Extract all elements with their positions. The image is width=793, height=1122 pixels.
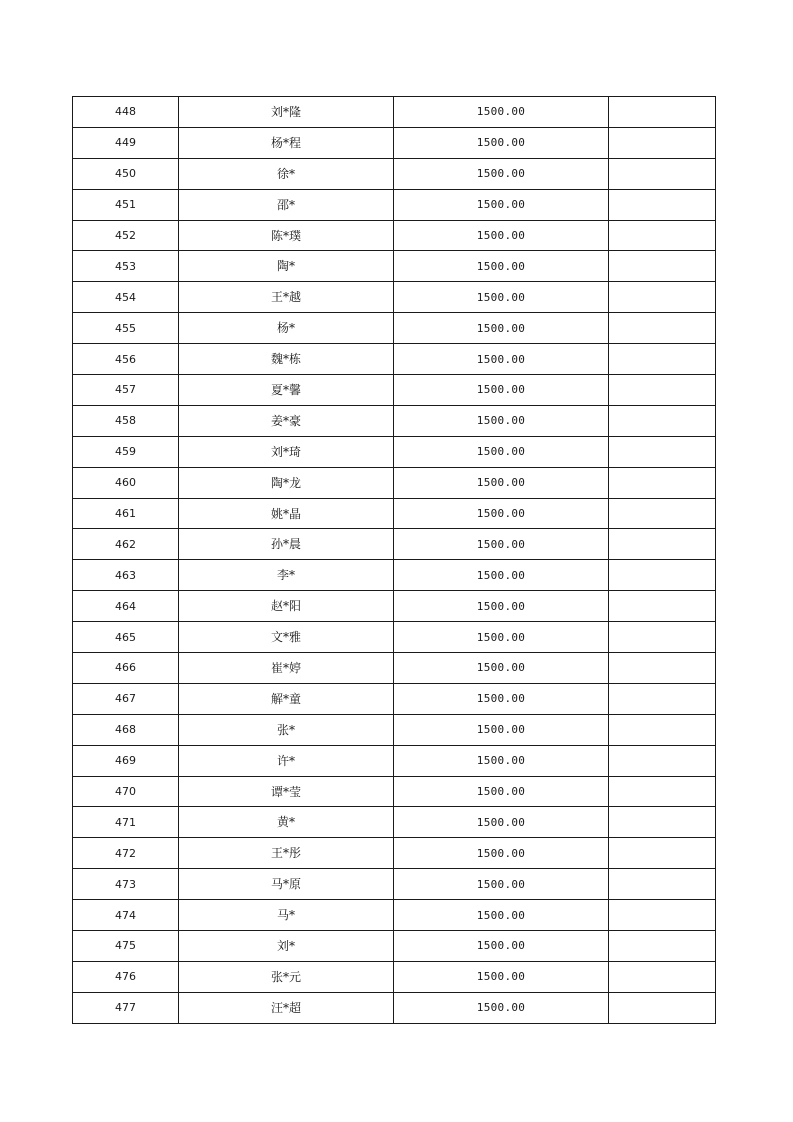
row-name-cell: 张*元 (179, 961, 394, 992)
row-amount-cell: 1500.00 (394, 714, 609, 745)
row-amount-cell: 1500.00 (394, 220, 609, 251)
row-index-cell: 462 (73, 529, 179, 560)
row-note-cell (609, 375, 716, 406)
row-index-cell: 455 (73, 313, 179, 344)
row-amount-cell: 1500.00 (394, 282, 609, 313)
row-note-cell (609, 313, 716, 344)
row-index-cell: 448 (73, 97, 179, 128)
table-row (73, 498, 716, 529)
table-row (73, 436, 716, 467)
row-index-cell: 460 (73, 467, 179, 498)
row-name-cell: 刘*隆 (179, 97, 394, 128)
row-name-cell: 王*彤 (179, 838, 394, 869)
row-index-cell: 474 (73, 900, 179, 931)
row-amount-cell: 1500.00 (394, 405, 609, 436)
row-amount-cell: 1500.00 (394, 127, 609, 158)
table-row (73, 622, 716, 653)
row-amount-cell: 1500.00 (394, 900, 609, 931)
row-index-cell: 470 (73, 776, 179, 807)
row-name-cell: 刘*琦 (179, 436, 394, 467)
row-note-cell (609, 467, 716, 498)
row-amount-cell: 1500.00 (394, 251, 609, 282)
row-index-cell: 449 (73, 127, 179, 158)
table-row (73, 776, 716, 807)
row-note-cell (609, 436, 716, 467)
row-index-cell: 456 (73, 344, 179, 375)
row-note-cell (609, 714, 716, 745)
row-index-cell: 467 (73, 683, 179, 714)
row-amount-cell: 1500.00 (394, 313, 609, 344)
row-amount-cell: 1500.00 (394, 158, 609, 189)
row-note-cell (609, 869, 716, 900)
table-row (73, 683, 716, 714)
row-amount-cell: 1500.00 (394, 838, 609, 869)
row-name-cell: 张* (179, 714, 394, 745)
row-amount-cell: 1500.00 (394, 776, 609, 807)
row-note-cell (609, 931, 716, 962)
table-row (73, 158, 716, 189)
row-note-cell (609, 591, 716, 622)
row-note-cell (609, 220, 716, 251)
table-row (73, 591, 716, 622)
table-row (73, 931, 716, 962)
row-note-cell (609, 900, 716, 931)
row-name-cell: 杨* (179, 313, 394, 344)
row-amount-cell: 1500.00 (394, 467, 609, 498)
table-row (73, 807, 716, 838)
row-name-cell: 孙*晨 (179, 529, 394, 560)
row-index-cell: 458 (73, 405, 179, 436)
row-note-cell (609, 127, 716, 158)
row-index-cell: 457 (73, 375, 179, 406)
row-index-cell: 476 (73, 961, 179, 992)
row-note-cell (609, 622, 716, 653)
payment-table-body (73, 97, 716, 1024)
table-row (73, 405, 716, 436)
row-index-cell: 465 (73, 622, 179, 653)
row-index-cell: 471 (73, 807, 179, 838)
row-amount-cell: 1500.00 (394, 375, 609, 406)
table-row (73, 282, 716, 313)
row-note-cell (609, 251, 716, 282)
row-name-cell: 刘* (179, 931, 394, 962)
table-row (73, 560, 716, 591)
row-name-cell: 王*越 (179, 282, 394, 313)
row-index-cell: 453 (73, 251, 179, 282)
row-note-cell (609, 961, 716, 992)
row-note-cell (609, 560, 716, 591)
row-name-cell: 谭*莹 (179, 776, 394, 807)
table-row (73, 344, 716, 375)
row-index-cell: 466 (73, 653, 179, 684)
row-name-cell: 解*童 (179, 683, 394, 714)
row-name-cell: 文*雅 (179, 622, 394, 653)
row-amount-cell: 1500.00 (394, 529, 609, 560)
row-note-cell (609, 158, 716, 189)
row-amount-cell: 1500.00 (394, 807, 609, 838)
table-row (73, 189, 716, 220)
row-index-cell: 472 (73, 838, 179, 869)
row-index-cell: 454 (73, 282, 179, 313)
payment-table (72, 96, 716, 1024)
row-note-cell (609, 344, 716, 375)
row-amount-cell: 1500.00 (394, 560, 609, 591)
row-note-cell (609, 838, 716, 869)
row-amount-cell: 1500.00 (394, 622, 609, 653)
row-amount-cell: 1500.00 (394, 653, 609, 684)
row-name-cell: 杨*程 (179, 127, 394, 158)
row-amount-cell: 1500.00 (394, 498, 609, 529)
row-amount-cell: 1500.00 (394, 869, 609, 900)
row-name-cell: 李* (179, 560, 394, 591)
row-index-cell: 450 (73, 158, 179, 189)
row-index-cell: 468 (73, 714, 179, 745)
row-amount-cell: 1500.00 (394, 344, 609, 375)
table-row (73, 838, 716, 869)
row-name-cell: 邵* (179, 189, 394, 220)
row-amount-cell: 1500.00 (394, 97, 609, 128)
table-row (73, 375, 716, 406)
table-row (73, 714, 716, 745)
row-amount-cell: 1500.00 (394, 931, 609, 962)
row-name-cell: 崔*婷 (179, 653, 394, 684)
row-name-cell: 黄* (179, 807, 394, 838)
row-index-cell: 461 (73, 498, 179, 529)
row-name-cell: 陶* (179, 251, 394, 282)
row-note-cell (609, 189, 716, 220)
row-index-cell: 452 (73, 220, 179, 251)
row-name-cell: 许* (179, 745, 394, 776)
row-amount-cell: 1500.00 (394, 591, 609, 622)
row-note-cell (609, 97, 716, 128)
table-row (73, 127, 716, 158)
table-row (73, 467, 716, 498)
row-note-cell (609, 992, 716, 1023)
table-row (73, 97, 716, 128)
row-amount-cell: 1500.00 (394, 683, 609, 714)
row-note-cell (609, 498, 716, 529)
row-index-cell: 463 (73, 560, 179, 591)
row-index-cell: 473 (73, 869, 179, 900)
table-row (73, 653, 716, 684)
table-row (73, 992, 716, 1023)
row-note-cell (609, 776, 716, 807)
row-note-cell (609, 405, 716, 436)
row-name-cell: 马* (179, 900, 394, 931)
table-row (73, 900, 716, 931)
row-index-cell: 469 (73, 745, 179, 776)
row-amount-cell: 1500.00 (394, 436, 609, 467)
row-amount-cell: 1500.00 (394, 992, 609, 1023)
row-name-cell: 马*原 (179, 869, 394, 900)
row-note-cell (609, 653, 716, 684)
row-note-cell (609, 745, 716, 776)
row-index-cell: 464 (73, 591, 179, 622)
row-note-cell (609, 807, 716, 838)
table-row (73, 220, 716, 251)
table-row (73, 313, 716, 344)
row-amount-cell: 1500.00 (394, 745, 609, 776)
row-note-cell (609, 282, 716, 313)
row-name-cell: 陈*璞 (179, 220, 394, 251)
row-amount-cell: 1500.00 (394, 961, 609, 992)
row-note-cell (609, 683, 716, 714)
row-name-cell: 汪*超 (179, 992, 394, 1023)
table-row (73, 529, 716, 560)
row-name-cell: 魏*栋 (179, 344, 394, 375)
row-name-cell: 陶*龙 (179, 467, 394, 498)
table-row (73, 745, 716, 776)
row-index-cell: 451 (73, 189, 179, 220)
row-name-cell: 姜*豪 (179, 405, 394, 436)
row-index-cell: 475 (73, 931, 179, 962)
table-row (73, 961, 716, 992)
table-row (73, 251, 716, 282)
row-index-cell: 477 (73, 992, 179, 1023)
row-name-cell: 徐* (179, 158, 394, 189)
row-name-cell: 姚*晶 (179, 498, 394, 529)
row-name-cell: 夏*馨 (179, 375, 394, 406)
row-name-cell: 赵*阳 (179, 591, 394, 622)
table-row (73, 869, 716, 900)
row-amount-cell: 1500.00 (394, 189, 609, 220)
row-index-cell: 459 (73, 436, 179, 467)
row-note-cell (609, 529, 716, 560)
